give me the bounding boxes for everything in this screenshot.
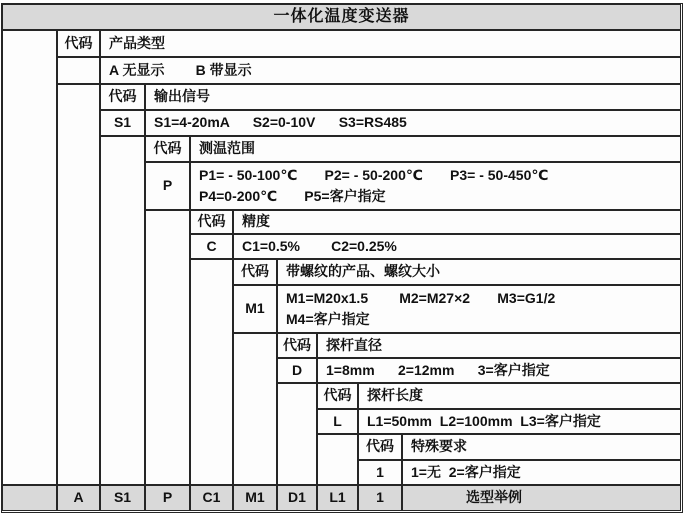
level-8-code-header: 代码: [358, 434, 402, 460]
selection-code-thread: M1: [233, 485, 277, 511]
level-1-tail-cell: [57, 84, 100, 485]
level-8-desc: 特殊要求: [402, 434, 681, 460]
level-3-code-header: 代码: [145, 136, 190, 162]
level-5-desc: 带螺纹的产品、螺纹大小: [277, 259, 681, 285]
level-1-options: A 无显示 B 带显示: [100, 57, 681, 84]
selection-code-output-signal: S1: [100, 485, 145, 511]
level-2-options: S1=4-20mA S2=0-10V S3=RS485: [145, 110, 681, 136]
level-1-code-value: [57, 57, 100, 84]
level-2-code-header: 代码: [100, 84, 145, 110]
selection-code-product-type: A: [57, 485, 100, 511]
level-5-code-header: 代码: [233, 259, 277, 285]
level-6-desc: 探杆直径: [317, 333, 681, 358]
selection-code-special: 1: [358, 485, 402, 511]
level-4-code-value: C: [190, 234, 233, 259]
level-5-options-line2: M4=客户指定: [286, 310, 370, 327]
selection-code-probe-length: L1: [317, 485, 358, 511]
level-3-tail-cell: [145, 210, 190, 485]
level-7-tail-cell: [317, 434, 358, 485]
level-6-tail-cell: [277, 383, 317, 485]
level-6-options: 1=8mm 2=12mm 3=客户指定: [317, 358, 681, 383]
level-2-code-value: S1: [100, 110, 145, 136]
level-6-code-header: 代码: [277, 333, 317, 358]
level-2-tail-cell: [100, 136, 145, 485]
selection-row-spacer: [2, 485, 57, 511]
level-3-desc: 测温范围: [190, 136, 681, 162]
level-4-options: C1=0.5% C2=0.25%: [233, 234, 681, 259]
level-2-desc: 输出信号: [145, 84, 681, 110]
level-5-options-line1: M1=M20x1.5 M2=M27×2 M3=G1/2: [286, 290, 556, 306]
level-3-options: [190, 162, 681, 210]
level-7-desc: 探杆长度: [358, 383, 681, 409]
level-1-code-header: 代码: [57, 30, 100, 57]
level-4-tail-cell: [190, 259, 233, 485]
selection-example-label: 选型举例: [402, 485, 681, 511]
level-4-desc: 精度: [233, 210, 681, 234]
level-4-code-header: 代码: [190, 210, 233, 234]
level-7-code-header: 代码: [317, 383, 358, 409]
level-5-code-value: M1: [233, 285, 277, 333]
level-8-code-value: 1: [358, 460, 402, 485]
selection-code-temp-range: P: [145, 485, 190, 511]
selection-code-probe-diameter: D1: [277, 485, 317, 511]
level-7-options: L1=50mm L2=100mm L3=客户指定: [358, 409, 681, 434]
level-5-tail-cell: [233, 333, 277, 485]
level-3-options-line1: P1= - 50-100℃ P2= - 50-200℃ P3= - 50-450℃: [199, 167, 549, 183]
level-3-code-value: P: [145, 162, 190, 210]
left-spacer-cell: [2, 30, 57, 485]
table-title: 一体化温度变送器: [2, 4, 681, 30]
level-7-code-value: L: [317, 409, 358, 434]
level-8-options: 1=无 2=客户指定: [402, 460, 681, 485]
level-5-options: [277, 285, 681, 333]
level-3-options-line2: P4=0-200℃ P5=客户指定: [199, 187, 386, 204]
selection-code-accuracy: C1: [190, 485, 233, 511]
level-1-desc: 产品类型: [100, 30, 681, 57]
level-6-code-value: D: [277, 358, 317, 383]
